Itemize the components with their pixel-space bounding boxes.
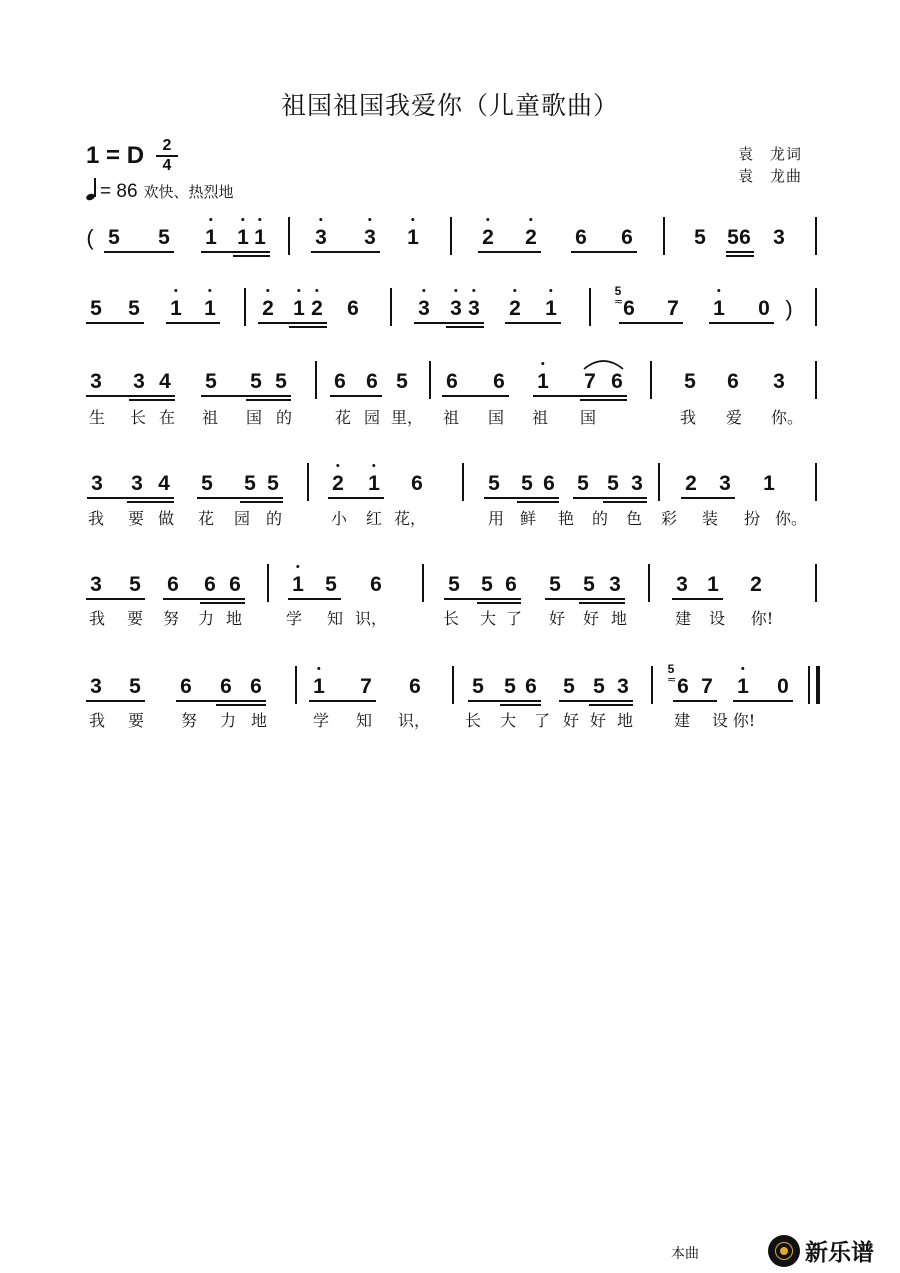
note-digit: 2 bbox=[525, 226, 537, 249]
note-digit: 6 bbox=[167, 573, 179, 596]
time-signature-bottom: 4 bbox=[162, 157, 172, 174]
lyric-syllable: 了 bbox=[505, 609, 523, 628]
lyric-syllable: 大 bbox=[479, 609, 497, 628]
lyric-syllable: 艳 bbox=[557, 509, 575, 528]
note-digit: 0 bbox=[758, 297, 770, 320]
note-digit: 1 bbox=[313, 675, 325, 698]
note-digit: 3 bbox=[468, 297, 480, 320]
note-digit: 1 bbox=[205, 226, 217, 249]
lyric-syllable: 地 bbox=[610, 609, 628, 628]
underline-eighth bbox=[444, 598, 521, 600]
note-digit: 5 bbox=[481, 573, 493, 596]
lyric-syllable: 红 bbox=[365, 509, 383, 528]
lyric-syllable: 长 bbox=[442, 609, 460, 628]
lyric-syllable: 装 bbox=[701, 509, 719, 528]
tempo-value: = 86 bbox=[100, 181, 138, 202]
note-digit: 1 bbox=[737, 675, 749, 698]
lyric-syllable: 地 bbox=[225, 609, 243, 628]
note-digit: 5 bbox=[129, 573, 141, 596]
underline-eighth bbox=[163, 598, 245, 600]
final-barline bbox=[816, 666, 820, 704]
underline-sixteenth bbox=[200, 602, 245, 604]
underline-sixteenth bbox=[579, 602, 625, 604]
note-digit: 5 bbox=[201, 472, 213, 495]
note-digit: 7 bbox=[584, 370, 596, 393]
note-digit: 5 bbox=[448, 573, 460, 596]
note-digit: 3 bbox=[676, 573, 688, 596]
note-digit: 1 bbox=[707, 573, 719, 596]
lyric-syllable: 要 bbox=[126, 609, 144, 628]
note-digit: 5 bbox=[549, 573, 561, 596]
note-digit: 2 bbox=[685, 472, 697, 495]
lyric-syllable: 好 bbox=[562, 711, 580, 730]
underline-eighth bbox=[176, 700, 266, 702]
note-digit: 6 bbox=[250, 675, 262, 698]
underline-eighth bbox=[328, 497, 384, 499]
lyric-syllable: 知 bbox=[355, 711, 373, 730]
note-digit: 6 bbox=[623, 297, 635, 320]
grace-note: 5 bbox=[667, 662, 675, 676]
composer-credit: 袁 龙曲 bbox=[738, 167, 803, 185]
lyric-syllable: 的 bbox=[591, 509, 609, 528]
lyric-syllable: 好 bbox=[582, 609, 600, 628]
barline bbox=[815, 463, 817, 501]
underline-eighth bbox=[309, 700, 376, 702]
lyric-syllable: 祖 bbox=[531, 408, 549, 427]
lyric-syllable: 你! bbox=[732, 711, 756, 730]
note-digit: 2 bbox=[332, 472, 344, 495]
note-digit: 6 bbox=[543, 472, 555, 495]
underline-eighth bbox=[87, 497, 174, 499]
note-digit: 5 bbox=[684, 370, 696, 393]
note-digit: 6 bbox=[505, 573, 517, 596]
note-digit: 2 bbox=[262, 297, 274, 320]
note-digit: 5 bbox=[472, 675, 484, 698]
note-digit: 1 bbox=[170, 297, 182, 320]
note-digit: 5 bbox=[607, 472, 619, 495]
lyric-syllable: 小 bbox=[330, 509, 348, 528]
underline-eighth bbox=[672, 598, 723, 600]
lyric-syllable: 里， bbox=[390, 408, 424, 427]
lyric-syllable: 的 bbox=[265, 509, 283, 528]
note-digit: 3 bbox=[131, 472, 143, 495]
underline-sixteenth bbox=[216, 704, 266, 706]
underline-eighth bbox=[288, 598, 341, 600]
note-digit: 3 bbox=[315, 226, 327, 249]
note-digit: 6 bbox=[370, 573, 382, 596]
note-digit: 1 bbox=[537, 370, 549, 393]
underline-eighth bbox=[673, 700, 717, 702]
lyric-syllable: 地 bbox=[616, 711, 634, 730]
note-digit: 6 bbox=[180, 675, 192, 698]
note-digit: 6 bbox=[621, 226, 633, 249]
note-digit: 5 bbox=[129, 675, 141, 698]
lyric-syllable: 园 bbox=[363, 408, 381, 427]
note-digit: 5 bbox=[267, 472, 279, 495]
note-digit: 6 bbox=[220, 675, 232, 698]
record-disc-icon bbox=[768, 1235, 800, 1267]
note-digit: 1 bbox=[545, 297, 557, 320]
barline bbox=[462, 463, 464, 501]
note-digit: 6 bbox=[409, 675, 421, 698]
note-digit: 5 bbox=[577, 472, 589, 495]
underline-eighth bbox=[197, 497, 283, 499]
underline-sixteenth bbox=[127, 501, 174, 503]
note-digit: 1 bbox=[254, 226, 266, 249]
note-digit: 5 bbox=[727, 226, 739, 249]
grace-slash: ≂ bbox=[614, 296, 624, 308]
note-digit: 6 bbox=[446, 370, 458, 393]
note-digit: 5 bbox=[128, 297, 140, 320]
note-digit: 1 bbox=[407, 226, 419, 249]
note-digit: 6 bbox=[411, 472, 423, 495]
lyric-syllable: 力 bbox=[219, 711, 237, 730]
lyric-syllable: 国 bbox=[579, 408, 597, 427]
lyric-syllable: 要 bbox=[127, 711, 145, 730]
lyric-syllable: 我 bbox=[88, 711, 106, 730]
note-digit: 2 bbox=[509, 297, 521, 320]
repeat-parenthesis: ) bbox=[785, 296, 793, 321]
note-digit: 1 bbox=[368, 472, 380, 495]
note-digit: 3 bbox=[773, 370, 785, 393]
note-digit: 6 bbox=[525, 675, 537, 698]
barline bbox=[648, 564, 650, 602]
lyric-syllable: 长 bbox=[464, 711, 482, 730]
lyric-syllable: 大 bbox=[499, 711, 517, 730]
note-digit: 5 bbox=[521, 472, 533, 495]
underline-sixteenth bbox=[517, 501, 559, 503]
note-digit: 1 bbox=[763, 472, 775, 495]
lyric-syllable: 学 bbox=[312, 711, 330, 730]
note-digit: 3 bbox=[91, 472, 103, 495]
underline-eighth bbox=[681, 497, 735, 499]
underline-eighth bbox=[468, 700, 541, 702]
underline-sixteenth bbox=[589, 704, 633, 706]
note-digit: 6 bbox=[677, 675, 689, 698]
brand-name: 新乐谱 bbox=[805, 1240, 874, 1266]
note-digit: 5 bbox=[504, 675, 516, 698]
lyric-syllable: 力 bbox=[197, 609, 215, 628]
lyric-syllable: 要 bbox=[127, 509, 145, 528]
underline-eighth bbox=[545, 598, 625, 600]
note-digit: 5 bbox=[250, 370, 262, 393]
lyric-syllable: 你! bbox=[750, 609, 774, 628]
note-digit: 5 bbox=[275, 370, 287, 393]
lyric-syllable: 用 bbox=[487, 509, 505, 528]
note-digit: 7 bbox=[667, 297, 679, 320]
lyric-syllable: 祖 bbox=[442, 408, 460, 427]
lyric-syllable: 扮 bbox=[743, 509, 761, 528]
barline bbox=[658, 463, 660, 501]
note-digit: 2 bbox=[311, 297, 323, 320]
lyric-syllable: 我 bbox=[87, 509, 105, 528]
note-digit: 6 bbox=[334, 370, 346, 393]
underline-eighth bbox=[484, 497, 559, 499]
expression-text: 欢快、热烈地 bbox=[143, 184, 234, 201]
note-digit: 3 bbox=[133, 370, 145, 393]
lyric-syllable: 了 bbox=[533, 711, 551, 730]
barline bbox=[651, 666, 653, 704]
lyric-syllable: 好 bbox=[589, 711, 607, 730]
note-digit: 1 bbox=[293, 297, 305, 320]
note-digit: 5 bbox=[325, 573, 337, 596]
note-digit: 3 bbox=[719, 472, 731, 495]
note-digit: 6 bbox=[229, 573, 241, 596]
note-digit: 1 bbox=[292, 573, 304, 596]
underline-sixteenth bbox=[500, 704, 541, 706]
lyric-syllable: 努 bbox=[180, 711, 198, 730]
lyric-syllable: 色 bbox=[625, 509, 643, 528]
lyric-syllable: 好 bbox=[548, 609, 566, 628]
lyric-syllable: 花 bbox=[197, 509, 215, 528]
lyric-syllable: 努 bbox=[162, 609, 180, 628]
note-digit: 1 bbox=[713, 297, 725, 320]
note-digit: 4 bbox=[158, 472, 170, 495]
lyric-syllable: 国 bbox=[245, 408, 263, 427]
note-digit: 3 bbox=[631, 472, 643, 495]
underline-eighth bbox=[86, 598, 145, 600]
note-digit: 1 bbox=[204, 297, 216, 320]
lyric-syllable: 建 bbox=[673, 711, 691, 730]
repeat-parenthesis: ( bbox=[86, 225, 94, 250]
note-digit: 5 bbox=[694, 226, 706, 249]
lyric-syllable: 知 bbox=[326, 609, 344, 628]
note-digit: 5 bbox=[90, 297, 102, 320]
time-signature-top: 2 bbox=[162, 137, 172, 154]
barline bbox=[452, 666, 454, 704]
lyric-syllable: 祖 bbox=[201, 408, 219, 427]
underline-sixteenth bbox=[603, 501, 647, 503]
lyric-syllable: 建 bbox=[674, 609, 692, 628]
note-digit: 5 bbox=[563, 675, 575, 698]
note-digit: 3 bbox=[364, 226, 376, 249]
underline-eighth bbox=[733, 700, 793, 702]
lyric-syllable: 设 bbox=[708, 609, 726, 628]
underline-sixteenth bbox=[240, 501, 283, 503]
barline bbox=[422, 564, 424, 602]
note-digit: 6 bbox=[204, 573, 216, 596]
note-digit: 6 bbox=[611, 370, 623, 393]
note-digit: 3 bbox=[617, 675, 629, 698]
lyric-syllable: 识， bbox=[397, 711, 431, 730]
lyric-syllable: 国 bbox=[487, 408, 505, 427]
note-digit: 4 bbox=[159, 370, 171, 393]
note-digit: 6 bbox=[739, 226, 751, 249]
note-digit: 3 bbox=[90, 573, 102, 596]
note-digit: 2 bbox=[750, 573, 762, 596]
note-digit: 6 bbox=[727, 370, 739, 393]
note-digit: 3 bbox=[773, 226, 785, 249]
underline-eighth bbox=[573, 497, 647, 499]
song-title: 祖国祖国我爱你（儿童歌曲） bbox=[280, 91, 619, 120]
barline bbox=[267, 564, 269, 602]
key-signature: 1 = D bbox=[86, 142, 145, 169]
underline-sixteenth bbox=[477, 602, 521, 604]
lyric-syllable: 我 bbox=[88, 609, 106, 628]
note-digit: 3 bbox=[418, 297, 430, 320]
grace-slash: ≂ bbox=[667, 674, 677, 686]
note-digit: 7 bbox=[360, 675, 372, 698]
lyric-syllable: 识， bbox=[354, 609, 388, 628]
note-digit: 7 bbox=[701, 675, 713, 698]
note-digit: 6 bbox=[366, 370, 378, 393]
barline bbox=[295, 666, 297, 704]
note-digit: 2 bbox=[482, 226, 494, 249]
note-digit: 6 bbox=[493, 370, 505, 393]
note-digit: 3 bbox=[450, 297, 462, 320]
grace-note: 5 bbox=[614, 284, 622, 298]
note-digit: 1 bbox=[237, 226, 249, 249]
lyric-syllable: 爱 bbox=[725, 408, 743, 427]
lyric-syllable: 彩 bbox=[660, 509, 678, 528]
lyric-syllable: 花 bbox=[334, 408, 352, 427]
lyric-syllable: 的 bbox=[275, 408, 293, 427]
lyric-syllable: 在 bbox=[158, 408, 176, 427]
lyric-syllable: 设 bbox=[711, 711, 729, 730]
lyric-syllable: 做 bbox=[157, 509, 175, 528]
underline-eighth bbox=[86, 700, 145, 702]
note-digit: 5 bbox=[244, 472, 256, 495]
note-digit: 0 bbox=[777, 675, 789, 698]
note-digit: 5 bbox=[488, 472, 500, 495]
note-digit: 6 bbox=[347, 297, 359, 320]
footer-note: 本曲 bbox=[671, 1245, 699, 1261]
barline bbox=[815, 564, 817, 602]
lyric-syllable: 你。 bbox=[770, 408, 804, 427]
note-digit: 5 bbox=[583, 573, 595, 596]
note-digit: 3 bbox=[90, 370, 102, 393]
barline bbox=[808, 666, 810, 704]
note-digit: 3 bbox=[609, 573, 621, 596]
note-digit: 5 bbox=[158, 226, 170, 249]
brand-logo bbox=[768, 1234, 874, 1267]
note-digit: 5 bbox=[205, 370, 217, 393]
lyric-syllable: 鲜 bbox=[519, 509, 537, 528]
lyric-syllable: 花， bbox=[393, 509, 427, 528]
barline bbox=[307, 463, 309, 501]
lyric-syllable: 长 bbox=[129, 408, 147, 427]
note-digit: 5 bbox=[396, 370, 408, 393]
lyric-syllable: 我 bbox=[679, 408, 697, 427]
lyricist-credit: 袁 龙词 bbox=[738, 145, 803, 163]
lyric-syllable: 学 bbox=[285, 609, 303, 628]
note-digit: 3 bbox=[90, 675, 102, 698]
lyric-syllable: 生 bbox=[88, 408, 106, 427]
lyric-syllable: 你。 bbox=[774, 509, 808, 528]
lyric-syllable: 园 bbox=[233, 509, 251, 528]
note-digit: 6 bbox=[575, 226, 587, 249]
note-digit: 5 bbox=[593, 675, 605, 698]
lyric-syllable: 地 bbox=[250, 711, 268, 730]
note-digit: 5 bbox=[108, 226, 120, 249]
underline-eighth bbox=[559, 700, 633, 702]
